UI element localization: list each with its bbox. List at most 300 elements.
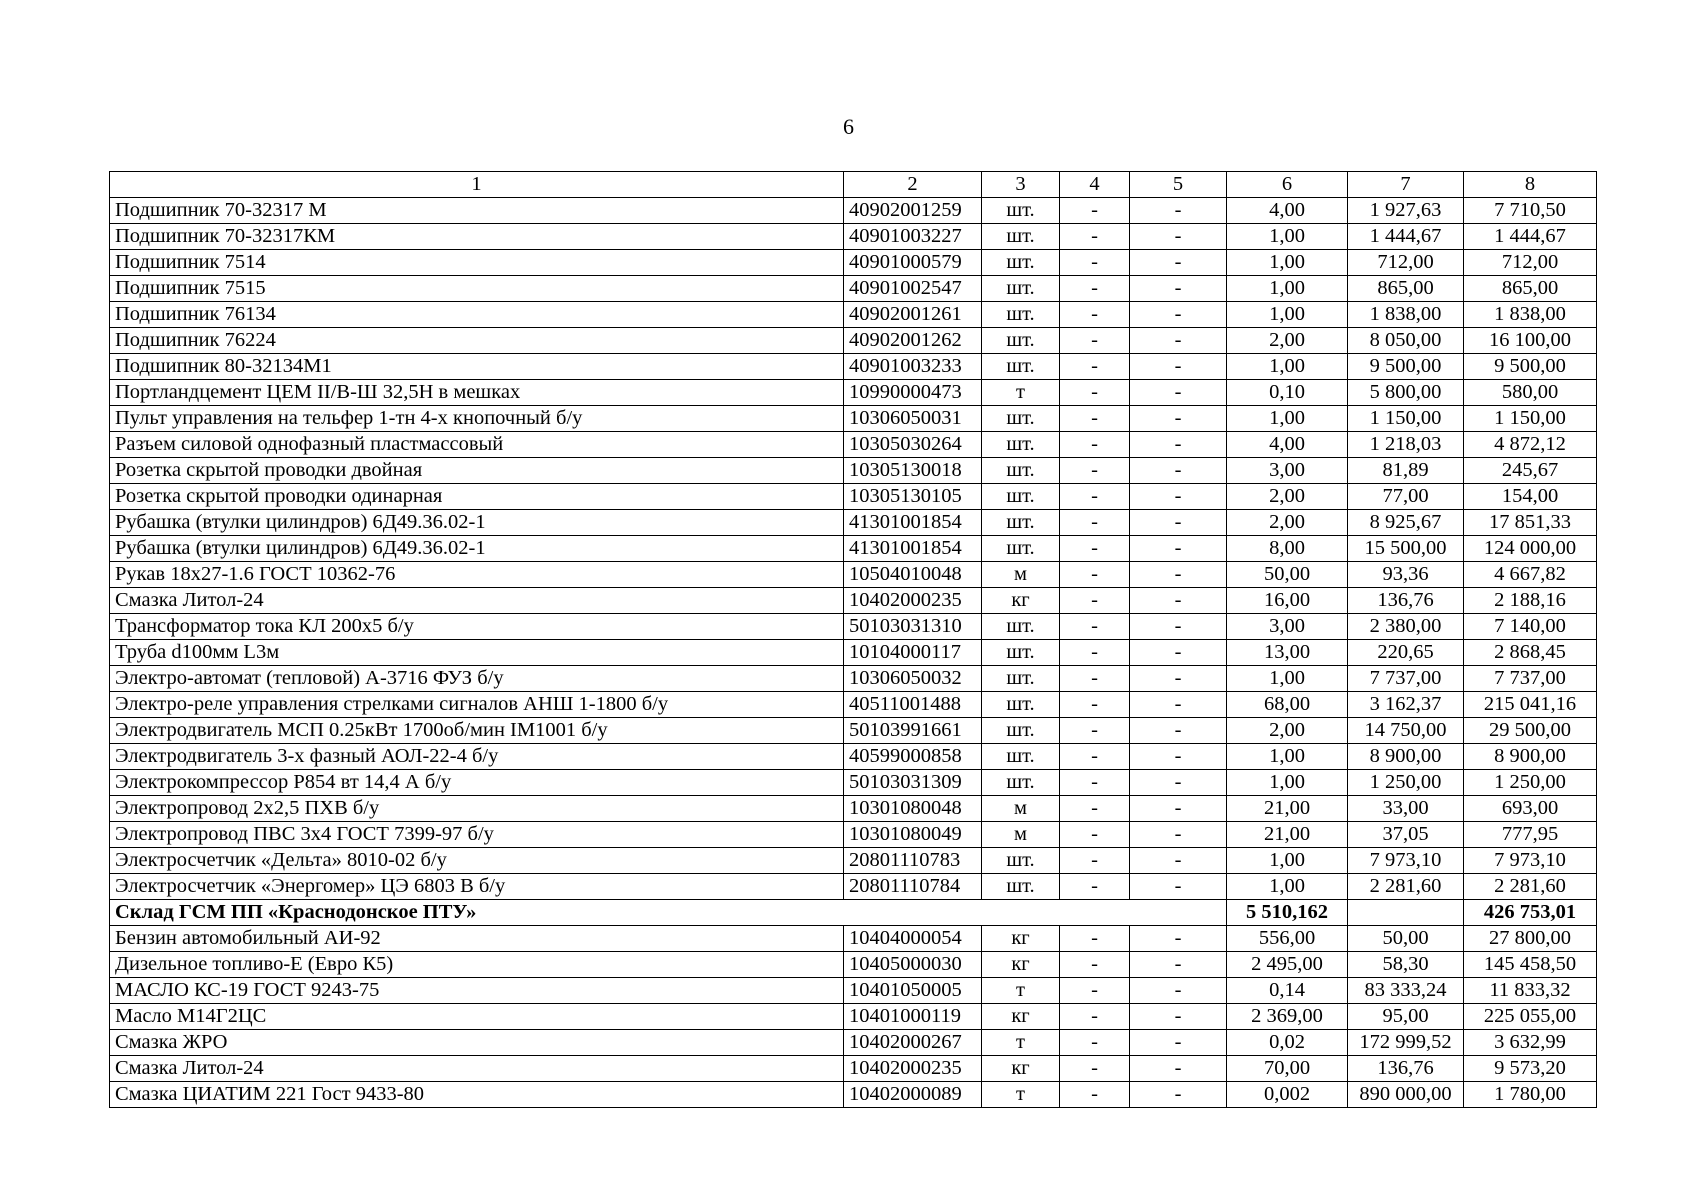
unit-cell: шт.	[982, 432, 1060, 458]
unit-cell: т	[982, 1082, 1060, 1108]
column-5-cell: -	[1130, 744, 1227, 770]
item-code-cell: 10405000030	[844, 952, 982, 978]
column-4-cell: -	[1060, 952, 1130, 978]
item-code-cell: 10301080049	[844, 822, 982, 848]
quantity-cell: 556,00	[1227, 926, 1348, 952]
price-cell: 136,76	[1348, 588, 1464, 614]
table-row	[110, 978, 1597, 1004]
item-name-cell: Смазка Литол-24	[110, 588, 844, 614]
sum-cell: 7 140,00	[1464, 614, 1597, 640]
column-5-cell: -	[1130, 692, 1227, 718]
column-5-cell: -	[1130, 770, 1227, 796]
item-name-cell: Электросчетчик «Дельта» 8010-02 б/у	[110, 848, 844, 874]
column-5-cell: -	[1130, 328, 1227, 354]
column-4-cell: -	[1060, 614, 1130, 640]
item-code-cell: 10404000054	[844, 926, 982, 952]
item-name-cell: Подшипник 7514	[110, 250, 844, 276]
table-row	[110, 562, 1597, 588]
quantity-cell: 21,00	[1227, 796, 1348, 822]
price-cell: 58,30	[1348, 952, 1464, 978]
column-4-cell: -	[1060, 718, 1130, 744]
column-4-cell: -	[1060, 276, 1130, 302]
unit-cell: шт.	[982, 510, 1060, 536]
price-cell: 9 500,00	[1348, 354, 1464, 380]
sum-cell: 225 055,00	[1464, 1004, 1597, 1030]
quantity-cell: 1,00	[1227, 848, 1348, 874]
column-4-cell: -	[1060, 666, 1130, 692]
price-cell: 3 162,37	[1348, 692, 1464, 718]
quantity-cell: 13,00	[1227, 640, 1348, 666]
unit-cell: шт.	[982, 614, 1060, 640]
sum-cell: 1 780,00	[1464, 1082, 1597, 1108]
sum-cell: 145 458,50	[1464, 952, 1597, 978]
item-name-cell: Подшипник 70-32317 М	[110, 198, 844, 224]
header-cell-6: 6	[1227, 172, 1348, 198]
table-row	[110, 328, 1597, 354]
quantity-cell: 2 369,00	[1227, 1004, 1348, 1030]
table-row	[110, 276, 1597, 302]
unit-cell: кг	[982, 1004, 1060, 1030]
item-name-cell: Рубашка (втулки цилиндров) 6Д49.36.02-1	[110, 510, 844, 536]
item-code-cell: 10104000117	[844, 640, 982, 666]
column-5-cell: -	[1130, 926, 1227, 952]
item-code-cell: 10305130018	[844, 458, 982, 484]
item-code-cell: 10401000119	[844, 1004, 982, 1030]
column-4-cell: -	[1060, 354, 1130, 380]
column-4-cell: -	[1060, 510, 1130, 536]
item-code-cell: 10402000235	[844, 1056, 982, 1082]
column-4-cell: -	[1060, 1004, 1130, 1030]
sum-cell: 712,00	[1464, 250, 1597, 276]
price-cell: 220,65	[1348, 640, 1464, 666]
quantity-cell: 50,00	[1227, 562, 1348, 588]
item-code-cell: 40901003233	[844, 354, 982, 380]
unit-cell: м	[982, 562, 1060, 588]
column-4-cell: -	[1060, 640, 1130, 666]
quantity-cell: 21,00	[1227, 822, 1348, 848]
column-4-cell: -	[1060, 536, 1130, 562]
price-cell: 890 000,00	[1348, 1082, 1464, 1108]
column-5-cell: -	[1130, 640, 1227, 666]
unit-cell: шт.	[982, 276, 1060, 302]
quantity-cell: 68,00	[1227, 692, 1348, 718]
column-4-cell: -	[1060, 302, 1130, 328]
quantity-cell: 0,002	[1227, 1082, 1348, 1108]
column-5-cell: -	[1130, 978, 1227, 1004]
table-row	[110, 250, 1597, 276]
table-row	[110, 822, 1597, 848]
unit-cell: шт.	[982, 328, 1060, 354]
price-cell: 2 281,60	[1348, 874, 1464, 900]
sum-cell: 245,67	[1464, 458, 1597, 484]
price-cell: 1 150,00	[1348, 406, 1464, 432]
table-row	[110, 1004, 1597, 1030]
item-code-cell: 40901003227	[844, 224, 982, 250]
header-cell-3: 3	[982, 172, 1060, 198]
item-name-cell: Труба d100мм L3м	[110, 640, 844, 666]
sum-cell: 11 833,32	[1464, 978, 1597, 1004]
column-5-cell: -	[1130, 198, 1227, 224]
item-name-cell: Электропровод ПВС 3х4 ГОСТ 7399-97 б/у	[110, 822, 844, 848]
column-4-cell: -	[1060, 484, 1130, 510]
sum-cell: 124 000,00	[1464, 536, 1597, 562]
unit-cell: м	[982, 796, 1060, 822]
column-4-cell: -	[1060, 744, 1130, 770]
item-code-cell: 40599000858	[844, 744, 982, 770]
quantity-cell: 1,00	[1227, 770, 1348, 796]
item-code-cell: 10306050031	[844, 406, 982, 432]
item-code-cell: 10401050005	[844, 978, 982, 1004]
sum-cell: 7 737,00	[1464, 666, 1597, 692]
column-5-cell: -	[1130, 952, 1227, 978]
section-sum-total: 426 753,01	[1464, 900, 1597, 926]
sum-cell: 9 500,00	[1464, 354, 1597, 380]
column-5-cell: -	[1130, 1056, 1227, 1082]
item-code-cell: 10402000089	[844, 1082, 982, 1108]
item-name-cell: Электро-автомат (тепловой) А-3716 ФУЗ б/у	[110, 666, 844, 692]
item-name-cell: Электрокомпрессор Р854 вт 14,4 А б/у	[110, 770, 844, 796]
item-name-cell: Портландцемент ЦЕМ II/В-Ш 32,5Н в мешках	[110, 380, 844, 406]
table-row	[110, 1082, 1597, 1108]
column-5-cell: -	[1130, 276, 1227, 302]
column-5-cell: -	[1130, 1004, 1227, 1030]
header-cell-1: 1	[110, 172, 844, 198]
quantity-cell: 1,00	[1227, 744, 1348, 770]
table-row	[110, 614, 1597, 640]
table-row	[110, 380, 1597, 406]
table-row	[110, 692, 1597, 718]
price-cell: 15 500,00	[1348, 536, 1464, 562]
price-cell: 1 218,03	[1348, 432, 1464, 458]
price-cell: 5 800,00	[1348, 380, 1464, 406]
sum-cell: 693,00	[1464, 796, 1597, 822]
price-cell: 37,05	[1348, 822, 1464, 848]
column-4-cell: -	[1060, 848, 1130, 874]
sum-cell: 580,00	[1464, 380, 1597, 406]
table-row	[110, 640, 1597, 666]
sum-cell: 9 573,20	[1464, 1056, 1597, 1082]
section-quantity-total: 5 510,162	[1227, 900, 1348, 926]
column-5-cell: -	[1130, 588, 1227, 614]
sum-cell: 4 872,12	[1464, 432, 1597, 458]
column-4-cell: -	[1060, 926, 1130, 952]
table-row	[110, 796, 1597, 822]
item-code-cell: 10504010048	[844, 562, 982, 588]
quantity-cell: 4,00	[1227, 432, 1348, 458]
quantity-cell: 3,00	[1227, 458, 1348, 484]
table-row	[110, 484, 1597, 510]
price-cell: 8 050,00	[1348, 328, 1464, 354]
column-5-cell: -	[1130, 1030, 1227, 1056]
unit-cell: шт.	[982, 302, 1060, 328]
column-4-cell: -	[1060, 1082, 1130, 1108]
item-code-cell: 40901000579	[844, 250, 982, 276]
unit-cell: шт.	[982, 848, 1060, 874]
quantity-cell: 2 495,00	[1227, 952, 1348, 978]
unit-cell: шт.	[982, 354, 1060, 380]
item-name-cell: Подшипник 76224	[110, 328, 844, 354]
column-4-cell: -	[1060, 432, 1130, 458]
item-name-cell: Электро-реле управления стрелками сигналов АНШ 1-1800 б/у	[110, 692, 844, 718]
column-4-cell: -	[1060, 328, 1130, 354]
column-4-cell: -	[1060, 822, 1130, 848]
column-5-cell: -	[1130, 302, 1227, 328]
quantity-cell: 1,00	[1227, 406, 1348, 432]
sum-cell: 3 632,99	[1464, 1030, 1597, 1056]
column-4-cell: -	[1060, 224, 1130, 250]
item-code-cell: 20801110783	[844, 848, 982, 874]
item-code-cell: 40901002547	[844, 276, 982, 302]
unit-cell: м	[982, 822, 1060, 848]
table-row	[110, 1030, 1597, 1056]
header-cell-2: 2	[844, 172, 982, 198]
price-cell: 8 900,00	[1348, 744, 1464, 770]
column-5-cell: -	[1130, 1082, 1227, 1108]
item-code-cell: 41301001854	[844, 536, 982, 562]
quantity-cell: 16,00	[1227, 588, 1348, 614]
table-row	[110, 458, 1597, 484]
price-cell: 712,00	[1348, 250, 1464, 276]
unit-cell: шт.	[982, 198, 1060, 224]
sum-cell: 29 500,00	[1464, 718, 1597, 744]
column-5-cell: -	[1130, 432, 1227, 458]
price-cell: 7 973,10	[1348, 848, 1464, 874]
column-number-header-row	[110, 172, 1597, 198]
section-title: Склад ГСМ ПП «Краснодонское ПТУ»	[110, 900, 1227, 926]
item-name-cell: Электропровод 2х2,5 ПХВ б/у	[110, 796, 844, 822]
table-row	[110, 354, 1597, 380]
item-name-cell: Розетка скрытой проводки одинарная	[110, 484, 844, 510]
column-4-cell: -	[1060, 1030, 1130, 1056]
item-name-cell: Электродвигатель МСП 0.25кВт 1700об/мин IM1001 б/у	[110, 718, 844, 744]
item-name-cell: Трансформатор тока КЛ 200х5 б/у	[110, 614, 844, 640]
column-4-cell: -	[1060, 562, 1130, 588]
item-name-cell: Розетка скрытой проводки двойная	[110, 458, 844, 484]
item-code-cell: 10305030264	[844, 432, 982, 458]
quantity-cell: 2,00	[1227, 510, 1348, 536]
unit-cell: кг	[982, 926, 1060, 952]
section-empty-price-cell	[1348, 900, 1464, 926]
quantity-cell: 1,00	[1227, 276, 1348, 302]
quantity-cell: 2,00	[1227, 718, 1348, 744]
table-row	[110, 770, 1597, 796]
price-cell: 865,00	[1348, 276, 1464, 302]
item-code-cell: 40902001259	[844, 198, 982, 224]
sum-cell: 1 150,00	[1464, 406, 1597, 432]
column-4-cell: -	[1060, 770, 1130, 796]
sum-cell: 16 100,00	[1464, 328, 1597, 354]
price-cell: 95,00	[1348, 1004, 1464, 1030]
price-cell: 1 927,63	[1348, 198, 1464, 224]
unit-cell: шт.	[982, 484, 1060, 510]
column-5-cell: -	[1130, 458, 1227, 484]
column-5-cell: -	[1130, 562, 1227, 588]
quantity-cell: 1,00	[1227, 224, 1348, 250]
quantity-cell: 0,02	[1227, 1030, 1348, 1056]
quantity-cell: 1,00	[1227, 354, 1348, 380]
unit-cell: т	[982, 978, 1060, 1004]
table-row	[110, 666, 1597, 692]
header-cell-7: 7	[1348, 172, 1464, 198]
price-cell: 93,36	[1348, 562, 1464, 588]
item-name-cell: Смазка Литол-24	[110, 1056, 844, 1082]
item-code-cell: 40511001488	[844, 692, 982, 718]
quantity-cell: 2,00	[1227, 484, 1348, 510]
item-code-cell: 10305130105	[844, 484, 982, 510]
sum-cell: 1 838,00	[1464, 302, 1597, 328]
item-name-cell: Электродвигатель 3-х фазный АОЛ-22-4 б/у	[110, 744, 844, 770]
table-row	[110, 302, 1597, 328]
sum-cell: 8 900,00	[1464, 744, 1597, 770]
table-row	[110, 718, 1597, 744]
header-cell-4: 4	[1060, 172, 1130, 198]
price-cell: 7 737,00	[1348, 666, 1464, 692]
price-cell: 50,00	[1348, 926, 1464, 952]
item-name-cell: Подшипник 76134	[110, 302, 844, 328]
header-cell-5: 5	[1130, 172, 1227, 198]
sum-cell: 215 041,16	[1464, 692, 1597, 718]
item-name-cell: Разъем силовой однофазный пластмассовый	[110, 432, 844, 458]
table-row	[110, 744, 1597, 770]
unit-cell: т	[982, 1030, 1060, 1056]
column-4-cell: -	[1060, 250, 1130, 276]
quantity-cell: 1,00	[1227, 302, 1348, 328]
sum-cell: 1 250,00	[1464, 770, 1597, 796]
unit-cell: шт.	[982, 744, 1060, 770]
item-name-cell: Подшипник 70-32317КМ	[110, 224, 844, 250]
section-header-row	[110, 900, 1597, 926]
column-4-cell: -	[1060, 1056, 1130, 1082]
page-number: 6	[843, 114, 854, 139]
column-4-cell: -	[1060, 796, 1130, 822]
quantity-cell: 4,00	[1227, 198, 1348, 224]
price-cell: 14 750,00	[1348, 718, 1464, 744]
sum-cell: 2 188,16	[1464, 588, 1597, 614]
sum-cell: 27 800,00	[1464, 926, 1597, 952]
column-4-cell: -	[1060, 588, 1130, 614]
price-cell: 83 333,24	[1348, 978, 1464, 1004]
table-row	[110, 848, 1597, 874]
sum-cell: 154,00	[1464, 484, 1597, 510]
sum-cell: 2 281,60	[1464, 874, 1597, 900]
table-row	[110, 198, 1597, 224]
quantity-cell: 8,00	[1227, 536, 1348, 562]
table-row	[110, 432, 1597, 458]
quantity-cell: 0,10	[1227, 380, 1348, 406]
item-name-cell: Масло М14Г2ЦС	[110, 1004, 844, 1030]
table-row	[110, 510, 1597, 536]
column-5-cell: -	[1130, 718, 1227, 744]
unit-cell: шт.	[982, 406, 1060, 432]
quantity-cell: 1,00	[1227, 666, 1348, 692]
column-5-cell: -	[1130, 224, 1227, 250]
unit-cell: шт.	[982, 770, 1060, 796]
table-row	[110, 926, 1597, 952]
column-4-cell: -	[1060, 874, 1130, 900]
unit-cell: шт.	[982, 250, 1060, 276]
item-code-cell: 10301080048	[844, 796, 982, 822]
column-4-cell: -	[1060, 380, 1130, 406]
price-cell: 81,89	[1348, 458, 1464, 484]
price-cell: 33,00	[1348, 796, 1464, 822]
quantity-cell: 1,00	[1227, 250, 1348, 276]
item-code-cell: 50103031309	[844, 770, 982, 796]
table-row	[110, 224, 1597, 250]
item-code-cell: 10990000473	[844, 380, 982, 406]
item-name-cell: МАСЛО КС-19 ГОСТ 9243-75	[110, 978, 844, 1004]
sum-cell: 2 868,45	[1464, 640, 1597, 666]
sum-cell: 17 851,33	[1464, 510, 1597, 536]
price-cell: 136,76	[1348, 1056, 1464, 1082]
item-code-cell: 20801110784	[844, 874, 982, 900]
table-body	[110, 172, 1597, 1108]
unit-cell: шт.	[982, 458, 1060, 484]
sum-cell: 7 710,50	[1464, 198, 1597, 224]
item-code-cell: 40902001262	[844, 328, 982, 354]
item-name-cell: Рукав 18х27-1.6 ГОСТ 10362-76	[110, 562, 844, 588]
unit-cell: шт.	[982, 224, 1060, 250]
column-5-cell: -	[1130, 380, 1227, 406]
price-cell: 2 380,00	[1348, 614, 1464, 640]
column-5-cell: -	[1130, 484, 1227, 510]
column-5-cell: -	[1130, 510, 1227, 536]
column-5-cell: -	[1130, 250, 1227, 276]
unit-cell: шт.	[982, 640, 1060, 666]
column-4-cell: -	[1060, 978, 1130, 1004]
item-name-cell: Подшипник 7515	[110, 276, 844, 302]
item-name-cell: Бензин автомобильный АИ-92	[110, 926, 844, 952]
item-name-cell: Смазка ЖРО	[110, 1030, 844, 1056]
sum-cell: 777,95	[1464, 822, 1597, 848]
item-code-cell: 41301001854	[844, 510, 982, 536]
column-5-cell: -	[1130, 666, 1227, 692]
column-5-cell: -	[1130, 614, 1227, 640]
sum-cell: 4 667,82	[1464, 562, 1597, 588]
unit-cell: шт.	[982, 718, 1060, 744]
item-code-cell: 10402000267	[844, 1030, 982, 1056]
column-4-cell: -	[1060, 406, 1130, 432]
unit-cell: шт.	[982, 874, 1060, 900]
column-5-cell: -	[1130, 536, 1227, 562]
quantity-cell: 1,00	[1227, 874, 1348, 900]
price-cell: 1 444,67	[1348, 224, 1464, 250]
price-cell: 8 925,67	[1348, 510, 1464, 536]
column-4-cell: -	[1060, 458, 1130, 484]
column-4-cell: -	[1060, 198, 1130, 224]
quantity-cell: 70,00	[1227, 1056, 1348, 1082]
price-cell: 77,00	[1348, 484, 1464, 510]
table-row	[110, 874, 1597, 900]
column-5-cell: -	[1130, 874, 1227, 900]
item-name-cell: Подшипник 80-32134М1	[110, 354, 844, 380]
item-name-cell: Электросчетчик «Энергомер» ЦЭ 6803 В б/у	[110, 874, 844, 900]
unit-cell: кг	[982, 588, 1060, 614]
item-name-cell: Дизельное топливо-Е (Евро К5)	[110, 952, 844, 978]
header-cell-8: 8	[1464, 172, 1597, 198]
price-cell: 172 999,52	[1348, 1030, 1464, 1056]
item-code-cell: 50103991661	[844, 718, 982, 744]
column-5-cell: -	[1130, 796, 1227, 822]
column-4-cell: -	[1060, 692, 1130, 718]
item-name-cell: Рубашка (втулки цилиндров) 6Д49.36.02-1	[110, 536, 844, 562]
sum-cell: 7 973,10	[1464, 848, 1597, 874]
table-row	[110, 588, 1597, 614]
item-code-cell: 40902001261	[844, 302, 982, 328]
table-row	[110, 406, 1597, 432]
item-name-cell: Смазка ЦИАТИМ 221 Гост 9433-80	[110, 1082, 844, 1108]
table-row	[110, 536, 1597, 562]
unit-cell: шт.	[982, 536, 1060, 562]
